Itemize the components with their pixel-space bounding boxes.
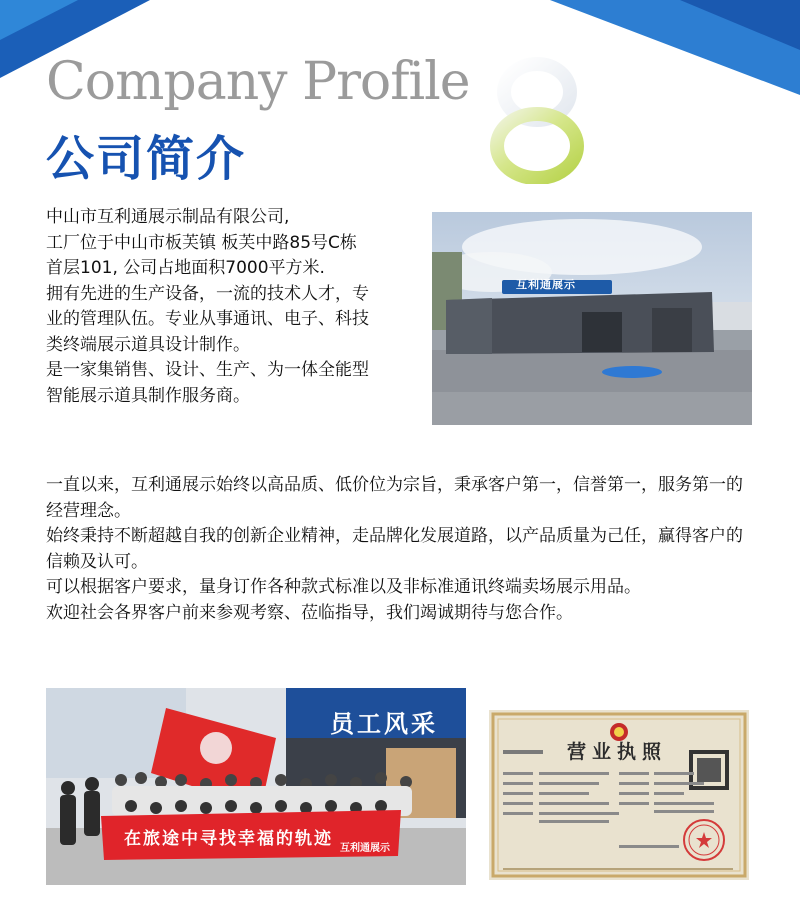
business-license-image xyxy=(489,710,749,880)
corner-decoration-right-inner xyxy=(680,0,800,50)
intro-line: 工厂位于中山市板芙镇 板芙中路85号C栋 xyxy=(46,232,357,253)
body-paragraph: 一直以来，互利通展示始终以高品质、低价位为宗旨，秉承客户第一，信誉第一，服务第一的经营理念。 xyxy=(46,475,743,521)
figure-eight-decoration xyxy=(482,54,592,184)
corner-decoration-left-inner xyxy=(0,0,78,40)
body-paragraph: 可以根据客户要求，量身订作各种款式标准以及非标准通讯终端卖场展示用品。 xyxy=(46,577,641,597)
factory-photo xyxy=(432,212,752,425)
license-title: 营业执照 xyxy=(567,741,668,763)
team-label: 员工风采 xyxy=(330,710,438,738)
team-banner xyxy=(98,816,398,856)
intro-line: 智能展示道具制作服务商。 xyxy=(46,385,250,406)
intro-line: 类终端展示道具设计制作。 xyxy=(46,334,250,355)
intro-line: 是一家集销售、设计、生产、为一体全能型 xyxy=(46,360,369,380)
body-paragraph: 欢迎社会各界客户前来参观考察、莅临指导，我们竭诚期待与您合作。 xyxy=(46,602,573,623)
body-text xyxy=(46,473,756,626)
intro-line: 业的管理队伍。专业从事通讯、电子、科技 xyxy=(46,309,369,329)
factory-sign: 互利通展示 xyxy=(516,278,576,291)
intro-paragraph xyxy=(46,205,406,409)
title-english: Company Profile xyxy=(46,52,470,112)
team-banner-slogan: 在旅途中寻找幸福的轨迹 xyxy=(124,829,333,849)
body-paragraph: 始终秉持不断超越自我的创新企业精神，走品牌化发展道路，以产品质量为己任，赢得客户的信赖及认可。 xyxy=(46,526,743,572)
intro-line: 中山市互利通展示制品有限公司, xyxy=(46,207,290,227)
intro-line: 拥有先进的生产设备，一流的技术人才，专 xyxy=(46,283,369,304)
intro-line: 首层101, 公司占地面积7000平方米. xyxy=(46,258,325,278)
team-banner-brand: 互利通展示 xyxy=(340,843,390,854)
title-chinese: 公司简介 xyxy=(46,131,247,187)
